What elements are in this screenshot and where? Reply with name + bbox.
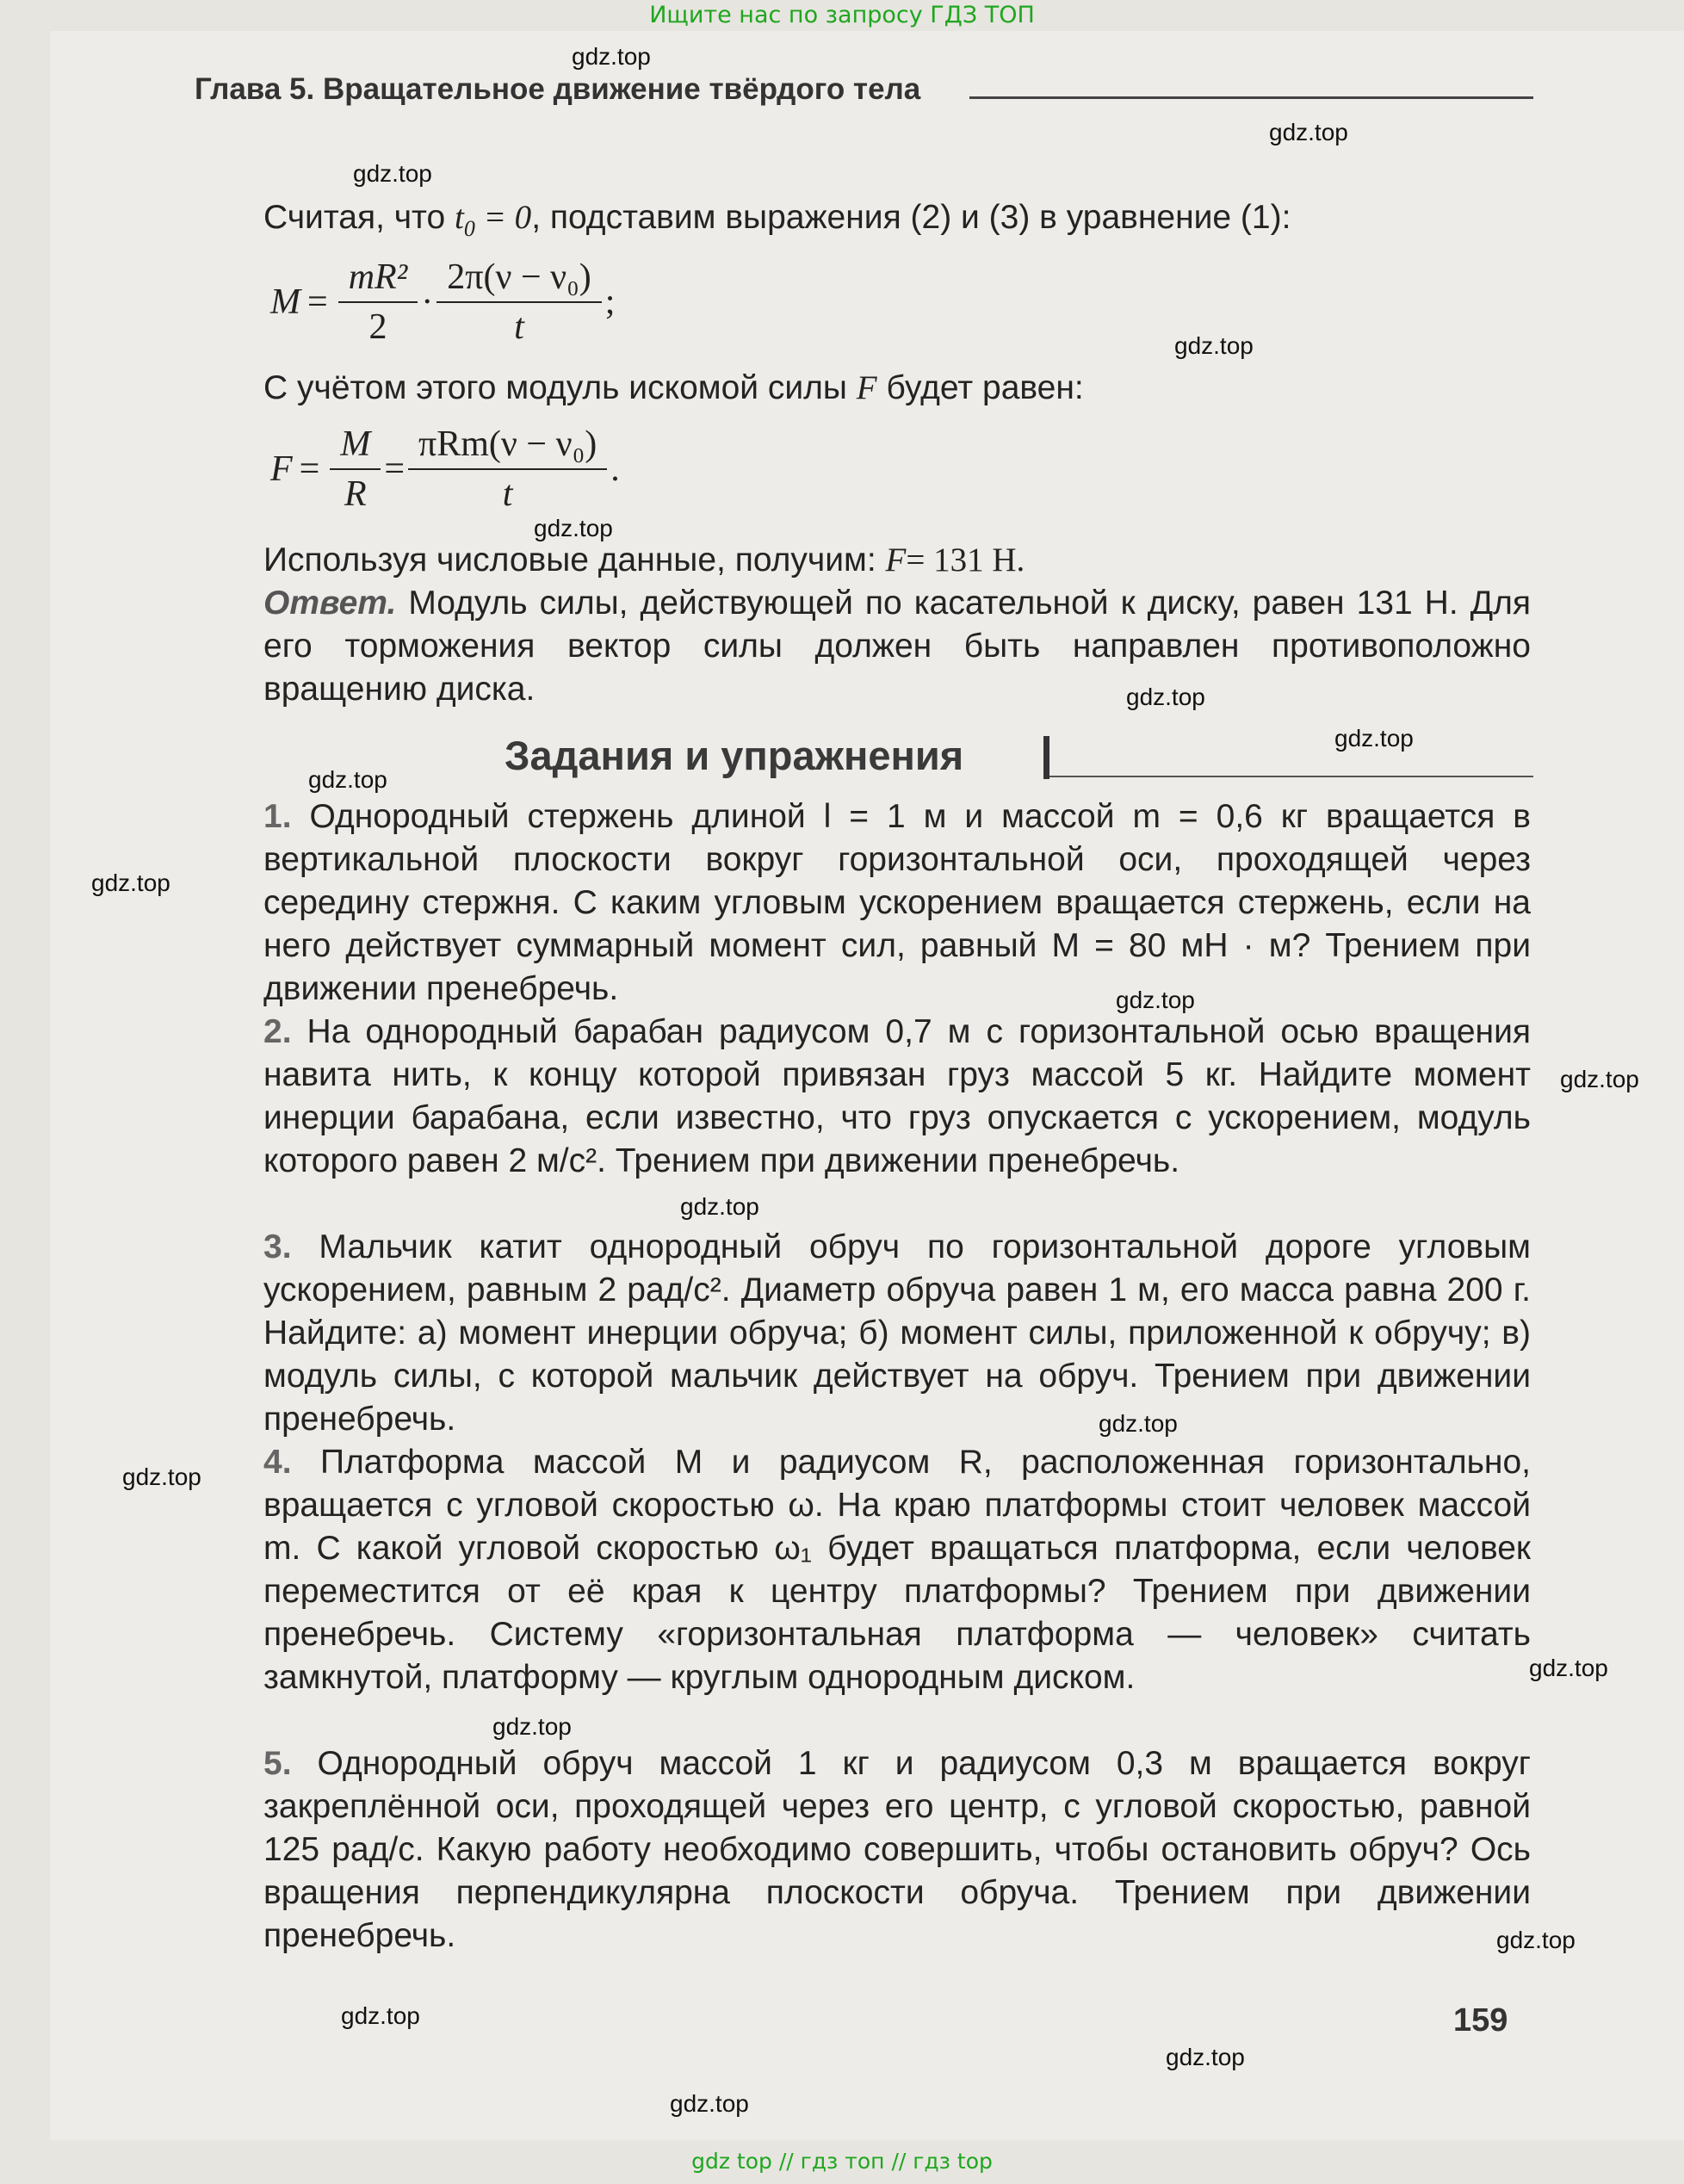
- task-4: 4. Платформа массой M и радиусом R, расположенная горизонтально, вращается с угловой скоростью ω. На краю платформы стоит человек массой m. С какой угловой скоростью ω₁ будет вращаться платформа, если человек переместится от её края к центру платформы? Трением при движении пренебречь. Систему «горизонтальная платформа — человек» считать замкнутой, платформу — круглым однородным диском.: [263, 1444, 1531, 1696]
- watermark: gdz.top: [492, 1713, 572, 1740]
- watermark: gdz.top: [1126, 684, 1205, 710]
- answer-label: Ответ.: [263, 585, 397, 622]
- watermark: gdz.top: [1166, 2044, 1245, 2070]
- section-title: Задания и упражнения: [505, 733, 964, 778]
- answer-paragraph: [263, 582, 1531, 711]
- bottom-banner[interactable]: gdz top // гдз топ // гдз top: [691, 2149, 993, 2174]
- formula-moment: M = $\frac{\text{mR²}}{2}$ · $\frac{\text{2π(ν − ν₀)}}{t}$ ;: [270, 257, 616, 347]
- watermark: gdz.top: [680, 1193, 759, 1220]
- top-banner[interactable]: Ищите нас по запросу ГДЗ ТОП: [649, 2, 1035, 28]
- watermark: gdz.top: [1174, 332, 1254, 359]
- task-2: 2. На однородный барабан радиусом 0,7 м с горизонтальной осью вращения навита нить, к концу которой привязан груз массой 5 кг. Найдите момент инерции барабана, если известно, что груз опускается с ускорением, модуль которого равен 2 м/с². Трением при движении пренебречь.: [263, 1013, 1531, 1179]
- task-1: 1. Однородный стержень длиной l = 1 м и массой m = 0,6 кг вращается в вертикальной плоскости вокруг горизонтальной оси, проходящей через середину стержня. С каким угловым ускорением вращается стержень, если на него действует суммарный момент сил, равный M = 80 мН · м? Трением при движении пренебречь.: [263, 798, 1531, 1007]
- watermark: gdz.top: [1099, 1410, 1178, 1437]
- page-number: 159: [1453, 2002, 1508, 2039]
- watermark: gdz.top: [1116, 987, 1195, 1013]
- watermark: gdz.top: [308, 766, 387, 793]
- watermark: gdz.top: [1334, 725, 1414, 752]
- section-title-rule: [1049, 776, 1533, 777]
- watermark: gdz.top: [122, 1463, 201, 1490]
- header-rule: [969, 96, 1533, 99]
- watermark: gdz.top: [670, 2090, 749, 2117]
- watermark: gdz.top: [353, 160, 432, 187]
- watermark: gdz.top: [572, 43, 651, 70]
- chapter-header: Глава 5. Вращательное движение твёрдого тела: [195, 72, 921, 106]
- watermark: gdz.top: [1269, 119, 1348, 145]
- result-line: Используя числовые данные, получим: F= 131 Н.: [263, 541, 1025, 578]
- task-3: 3. Мальчик катит однородный обруч по горизонтальной дороге угловым ускорением, равным 2 рад/с². Диаметр обруча равен 1 м, его масса равна 200 г. Найдите: а) момент инерции обруча; б) момент силы, приложенной к обручу; в) модуль силы, с которой мальчик действует на обруч. Трением при движении пренебречь.: [263, 1228, 1531, 1438]
- answer-text: Модуль силы, действующей по касательной к диску, равен 131 Н. Для его торможения вектор силы должен быть направлен противоположно вращению диска.: [263, 585, 1531, 708]
- watermark: gdz.top: [91, 869, 170, 896]
- watermark: gdz.top: [1529, 1655, 1608, 1681]
- watermark: gdz.top: [1560, 1066, 1639, 1092]
- formula-force: F = $\frac{M}{R}$ = $\frac{\text{πRm(ν − ν₀)}}{t}$ .: [270, 424, 620, 514]
- force-intro-line: С учётом этого модуль искомой силы F будет равен:: [263, 369, 1084, 406]
- task-5: 5. Однородный обруч массой 1 кг и радиусом 0,3 м вращается вокруг закреплённой оси, проходящей через его центр, с угловой скоростью, равной 125 рад/с. Какую работу необходимо совершить, чтобы остановить обруч? Ось вращения перпендикулярна плоскости обруча. Трением при движении пренебречь.: [263, 1745, 1531, 1954]
- section-title-bar: [1043, 736, 1049, 779]
- watermark: gdz.top: [534, 515, 613, 541]
- intro-line: Считая, что $t_0 = 0$, подставим выражения (2) и (3) в уравнение (1):: [263, 199, 1291, 241]
- t0-var: $t_0 = 0$: [455, 199, 532, 241]
- watermark: gdz.top: [1496, 1927, 1576, 1953]
- watermark: gdz.top: [341, 2002, 420, 2029]
